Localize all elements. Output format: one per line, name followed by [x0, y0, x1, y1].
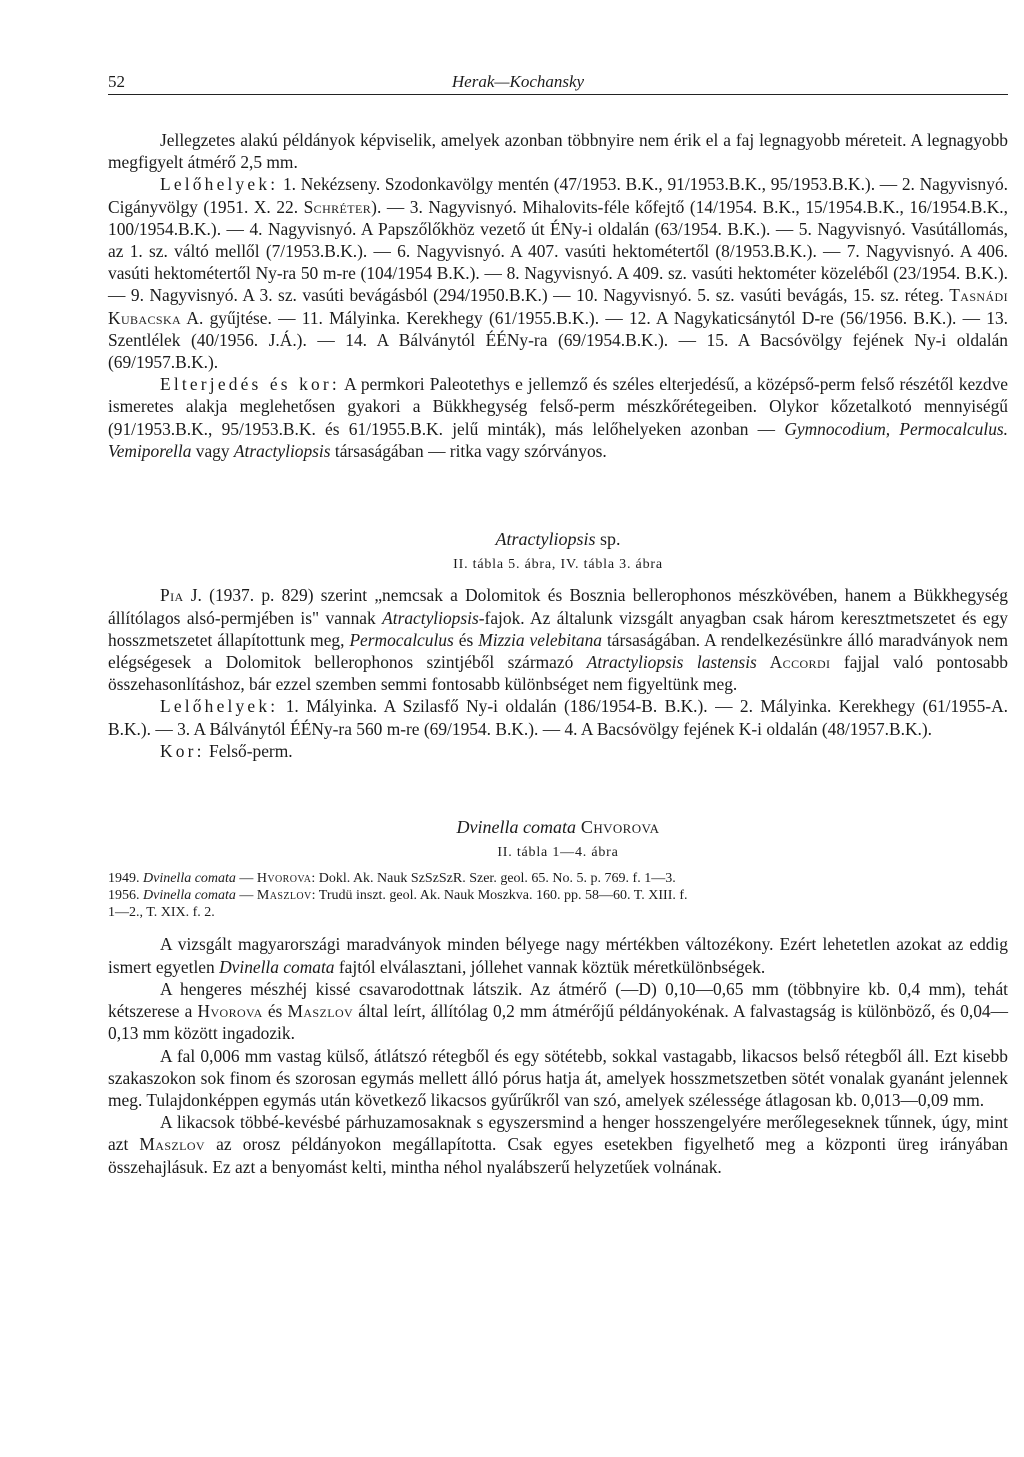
page-body	[108, 129, 1008, 1178]
paragraph: A fal 0,006 mm vastag külső, átlátszó rétegből és egy sötétebb, sokkal vastagabb, likacsos belső rétegből áll. Ezt kisebb szakaszokon sok finom és szorosan egymás mellett álló pórus hatja át, amelyek hosszmetszetben sötét vonalak gyanánt jelennek meg. Tulajdonképpen egymás után következő likacsos gyűrűkről van szó, amelyek szélessége átlagosan kb. 0,013—0,09 mm.	[108, 1045, 1008, 1110]
synonymy-list	[108, 870, 1008, 921]
paragraph: A hengeres mészhéj kissé csavarodottnak látszik. Az átmérő (—D) 0,10—0,65 mm (többnyire kb. 0,4 mm), tehát kétszerese a Hvorova és Maszlov által leírt, állítólag 0,2 mm átmérőjű példányokénak. A falvastagság is különböző, és 0,04—0,13 mm között ingadozik.	[108, 978, 1008, 1044]
paragraph: Jellegzetes alakú példányok képviselik, amelyek azonban többnyire nem érik el a faj legnagyobb méreteit. A legnagyobb megfigyelt átmérő 2,5 mm.	[108, 130, 1008, 173]
paragraph: A likacsok többé-kevésbé párhuzamosaknak s egyszersmind a henger hosszengelyére merőlegeseknek tűnnek, úgy, mint azt Maszlov az orosz példányokon megállapította. Csak egyes esetekben figyelhető meg a központi üreg irányában összehajlásuk. Ez azt a benyomást kelti, mintha néhol nyalábszerű helyzetűek volnának.	[108, 1112, 1008, 1177]
synonymy-entry-cont: 1—2., T. XIX. f. 2.	[108, 905, 215, 921]
localities-label: Lelőhelyek:	[160, 174, 279, 195]
paragraph: Pia J. (1937. p. 829) szerint „nemcsak a Dolomitok és Bosznia bellerophonos mészkövében, hanem a Bükkhegység állítólagos alsó-permjében is" vannak Atractyliopsis-fajok. Az általunk vizsgált anyagban csak három keresztmetszetet és egy hosszmetszetet állapítottunk meg, Permocalculus és Mizzia velebitana társaságában. A rendelkezésünkre álló maradványok nem elégségesek a Dolomitok bellerophonos szintjéből származó Atractyliopsis lastensis Accordi fajjal való pontosabb összehasonlításhoz, bár ezzel szemben semmi fontosabb különbséget nem figyeltünk meg.	[108, 585, 1009, 695]
section-title: Atractyliopsis sp.	[495, 529, 621, 550]
plate-reference: II. tábla 5. ábra, IV. tábla 3. ábra	[453, 557, 663, 573]
page	[108, 72, 1008, 1178]
distribution-paragraph: Elterjedés és kor: A permkori Paleotethys e jellemző és széles elterjedésű, a középső-perm felső részétől kezdve ismeretes alakja meglehetősen gyakori a Bükkhegység felső-perm mészkőrétegeiben. Olykor kőzetalkotó mennyiségű (91/1953.B.K., 95/1953.B.K. és 61/1955.B.K. jelű minták), más lelőhelyeken azonban — Gymnocodium, Permocalculus. Vemiporella vagy Atractyliopsis társaságában — ritka vagy szórványos.	[108, 374, 1009, 461]
paragraph: A vizsgált magyarországi maradványok minden bélyege nagy mértékben változékony. Ezért lehetetlen azokat az eddig ismert egyetlen Dvinella comata fajtól elválasztani, jóllehet vannak köztük méretkülönbségek.	[108, 934, 1008, 977]
localities-paragraph: Lelőhelyek: 1. Nekézseny. Szodonkavölgy mentén (47/1953. B.K., 91/1953.B.K., 95/1953.B.K.). — 2. Nagyvisnyó. Cigányvölgy (1951. X. 22. Schréter). — 3. Nagyvisnyó. Mihalovits-féle kőfejtő (14/1954. B.K., 15/1954.B.K., 16/1954.B.K., 100/1954.B.K.). — 4. Nagyvisnyó. A Papszőlőkhöz vezető út ÉNy-i oldalán (63/1954. B.K.). — 5. Nagyvisnyó. Vasútállomás, az 1. sz. váltó mellől (7/1953.B.K.). — 6. Nagyvisnyó. A 407. vasúti hektométertől (8/1953.B.K.). — 7. Nagyvisnyó. A 406. vasúti hektométertől Ny-ra 50 m-re (104/1954 B.K.). — 8. Nagyvisnyó. A 409. sz. vasúti hektométer közeléből (23/1954. B.K.). — 9. Nagyvisnyó. A 3. sz. vasúti bevágásból (294/1950.B.K.) — 10. Nagyvisnyó. 5. sz. vasúti bevágás, 15. sz. réteg. Tasnádi Kubacska A. gyűjtése. — 11. Mályinka. Kerekhegy (61/1955.B.K.). — 12. A Nagykaticsánytól D-re (56/1956. B.K.). — 13. Szentlélek (40/1956. J.Á.). — 14. A Bálványtól ÉÉNy-ra (69/1954.B.K.). — 15. A Bacsóvölgy fejének Ny-i oldalán (69/1957.B.K.).	[108, 174, 1008, 373]
page-header	[108, 72, 1008, 95]
plate-reference: II. tábla 1—4. ábra	[497, 845, 619, 861]
running-title: Herak—Kochansky	[451, 72, 585, 91]
section-title: Dvinella comata Chvorova	[456, 817, 660, 838]
age-paragraph: Kor: Felső-perm.	[160, 740, 293, 761]
localities-paragraph: Lelőhelyek: 1. Mályinka. A Szilasfő Ny-i oldalán (186/1954-B. B.K.). — 2. Mályinka. Kerekhegy (61/1955-A. B.K.). — 3. A Bálványtól ÉÉNy-ra 560 m-re (69/1954. B.K.). — 4. A Bacsóvölgy fejének K-i oldalán (48/1957.B.K.).	[108, 696, 1008, 739]
synonymy-entry: 1956. Dvinella comata — Maszlov: Trudü inszt. geol. Ak. Nauk Moszkva. 160. pp. 58—60. T. XIII. f.	[108, 888, 688, 904]
distribution-label: Elterjedés és kor:	[160, 374, 340, 395]
page-number: 52	[108, 72, 125, 91]
synonymy-entry: 1949. Dvinella comata — Hvorova: Dokl. Ak. Nauk SzSzSzR. Szer. geol. 65. No. 5. p. 769. f. 1—3.	[108, 871, 676, 887]
